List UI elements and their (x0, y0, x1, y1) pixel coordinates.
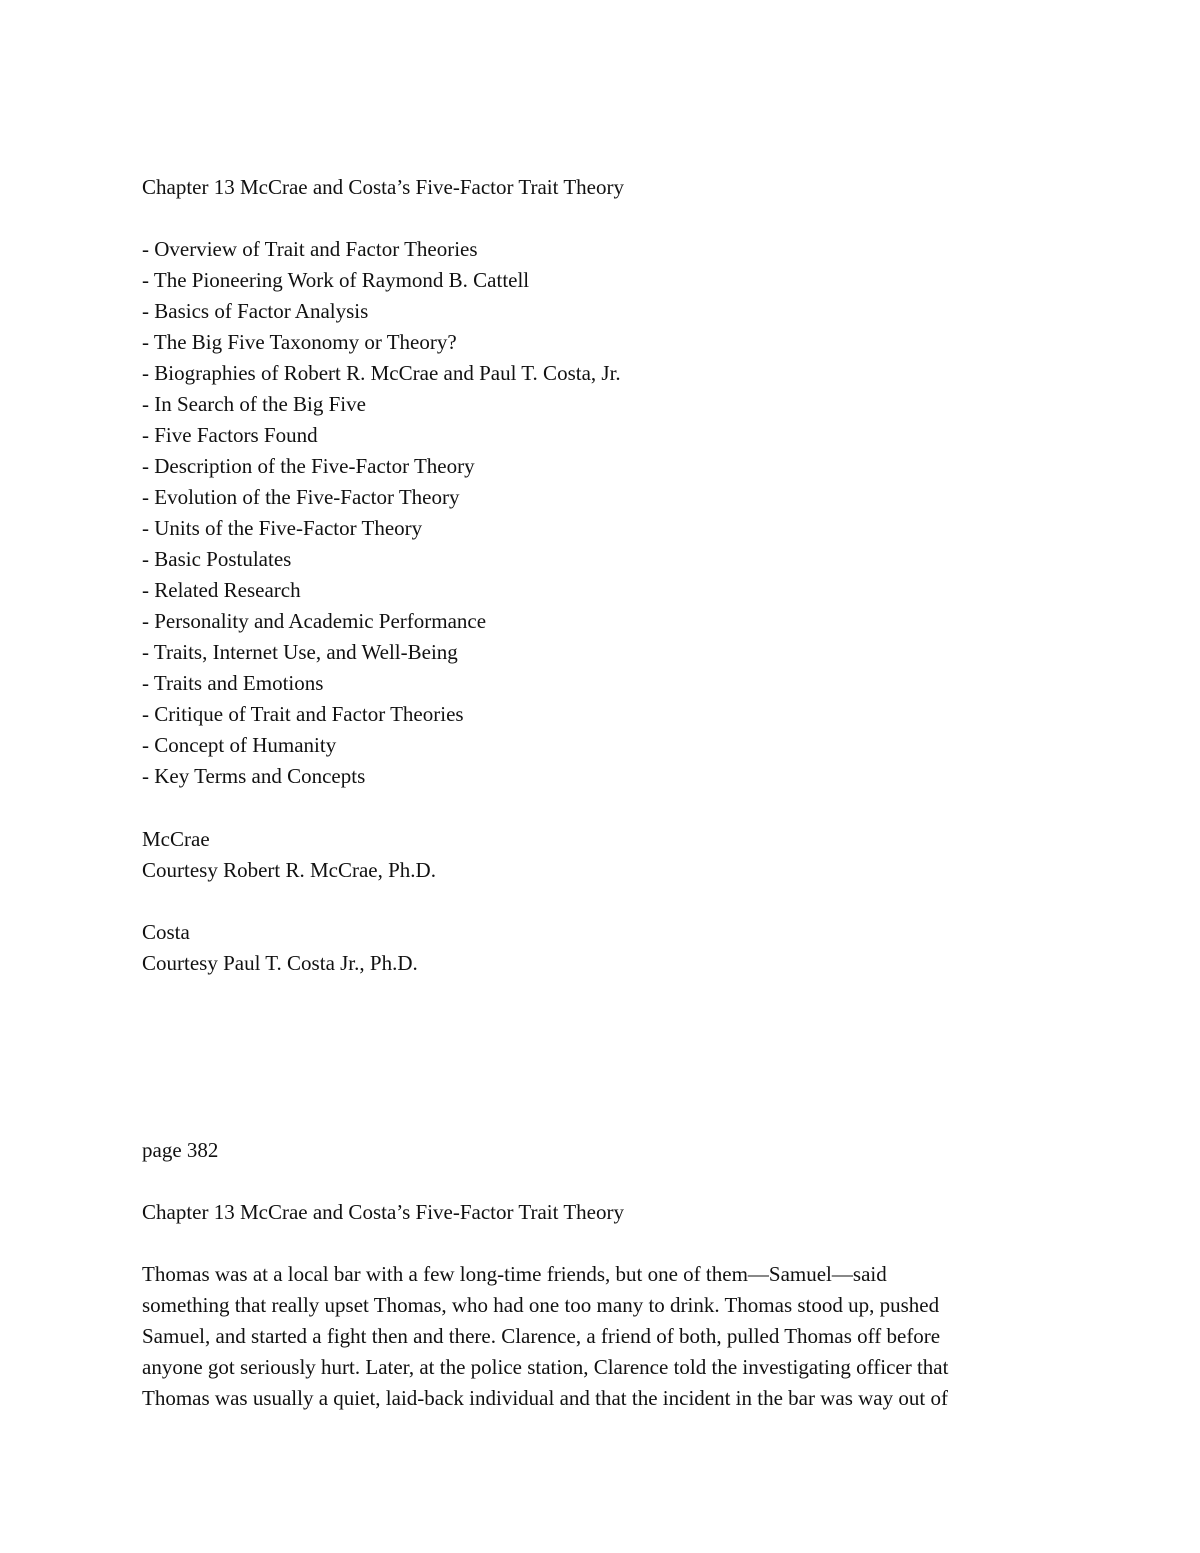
outline-item: - Related Research (142, 578, 301, 602)
outline-item: - Key Terms and Concepts (142, 764, 366, 788)
outline-item: - Description of the Five-Factor Theory (142, 454, 475, 478)
photo-credit-name: McCrae (142, 827, 210, 851)
chapter-heading-repeat: Chapter 13 McCrae and Costa’s Five-Factor Trait Theory (142, 1200, 624, 1224)
outline-item: - Overview of Trait and Factor Theories (142, 237, 478, 261)
body-paragraph (142, 1259, 1062, 1414)
outline-item: - Traits and Emotions (142, 671, 324, 695)
outline-item: - Units of the Five-Factor Theory (142, 516, 423, 540)
body-line: anyone got seriously hurt. Later, at the police station, Clarence told the investigating officer that (142, 1355, 949, 1379)
outline-item: - The Big Five Taxonomy or Theory? (142, 330, 457, 354)
page-number-label: page 382 (142, 1138, 219, 1162)
body-line: Thomas was usually a quiet, laid-back individual and that the incident in the bar was way out of (142, 1386, 948, 1410)
outline-item: - Traits, Internet Use, and Well-Being (142, 640, 458, 664)
outline-item: - The Pioneering Work of Raymond B. Cattell (142, 268, 530, 292)
outline-item: - Personality and Academic Performance (142, 609, 487, 633)
photo-credit-courtesy: Courtesy Robert R. McCrae, Ph.D. (142, 858, 436, 882)
outline-item: - In Search of the Big Five (142, 392, 366, 416)
photo-credit-courtesy: Courtesy Paul T. Costa Jr., Ph.D. (142, 951, 418, 975)
outline-item: - Concept of Humanity (142, 733, 337, 757)
body-line: Thomas was at a local bar with a few long-time friends, but one of them—Samuel—said (142, 1262, 887, 1286)
outline-item: - Critique of Trait and Factor Theories (142, 702, 464, 726)
chapter-heading: Chapter 13 McCrae and Costa’s Five-Factor Trait Theory (142, 175, 624, 199)
body-line: Samuel, and started a fight then and there. Clarence, a friend of both, pulled Thomas off before (142, 1324, 941, 1348)
body-line: something that really upset Thomas, who had one too many to drink. Thomas stood up, pushed (142, 1293, 940, 1317)
outline-item: - Biographies of Robert R. McCrae and Paul T. Costa, Jr. (142, 361, 621, 385)
outline-item: - Five Factors Found (142, 423, 318, 447)
photo-credit-name: Costa (142, 920, 190, 944)
outline-item: - Evolution of the Five-Factor Theory (142, 485, 460, 509)
outline-item: - Basic Postulates (142, 547, 292, 571)
outline-item: - Basics of Factor Analysis (142, 299, 369, 323)
